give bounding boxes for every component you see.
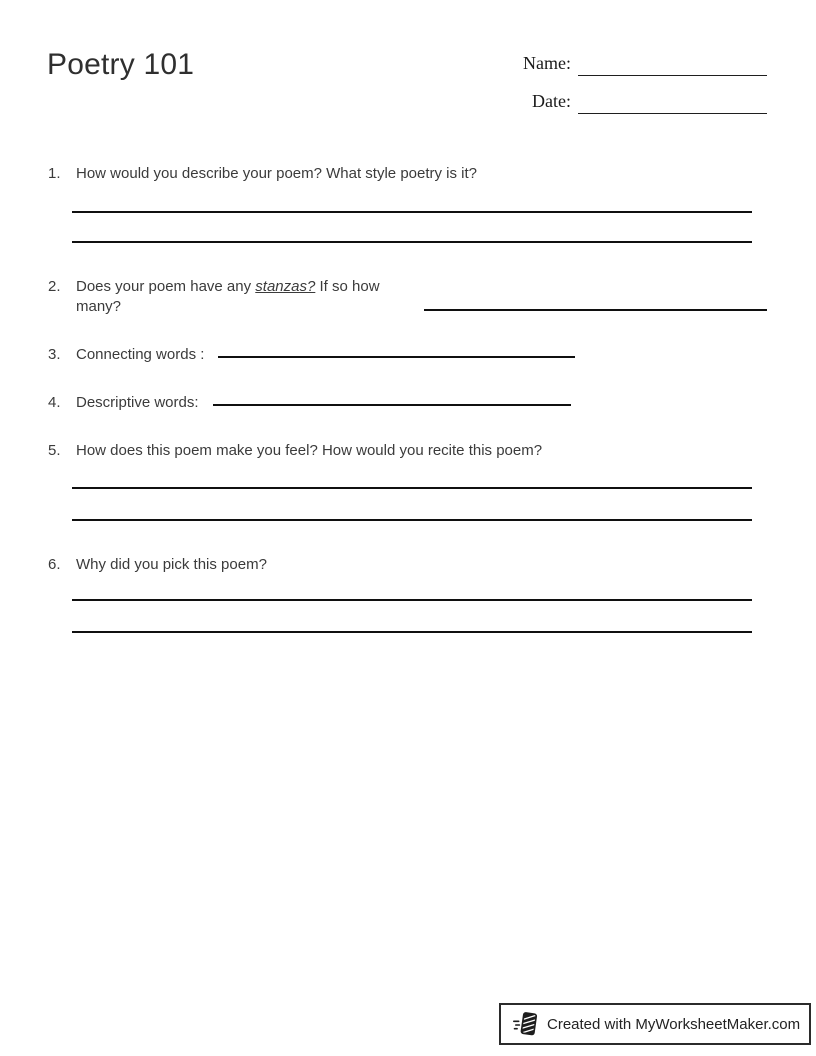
- question-6-answer-line-1: [72, 599, 752, 601]
- footer-credit-badge: [499, 1003, 811, 1045]
- question-1-answer-line-2: [72, 241, 752, 243]
- question-1-number: 1.: [48, 165, 61, 182]
- question-4-answer-line: [213, 404, 571, 406]
- question-3-answer-line: [218, 356, 575, 358]
- question-6-text: Why did you pick this poem?: [76, 556, 267, 573]
- question-2-text-pre: Does your poem have any: [76, 278, 256, 295]
- question-2: [48, 277, 398, 317]
- name-blank-line: [578, 75, 767, 76]
- question-4: [48, 393, 199, 413]
- question-5-answer-line-2: [72, 519, 752, 521]
- question-2-number: 2.: [48, 278, 61, 295]
- question-6-answer-line-2: [72, 631, 752, 633]
- worksheet-maker-logo-icon: [513, 1011, 538, 1037]
- question-1-text: How would you describe your poem? What style poetry is it?: [76, 165, 478, 182]
- question-5-answer-line-1: [72, 487, 752, 489]
- question-2-text: [76, 277, 398, 317]
- question-3: [48, 345, 204, 365]
- question-1: [48, 164, 477, 184]
- footer-credit-text: Created with MyWorksheetMaker.com: [547, 1015, 801, 1033]
- question-2-answer-line: [424, 309, 767, 311]
- question-3-number: 3.: [48, 346, 61, 363]
- date-field-label: Date:: [532, 91, 571, 111]
- question-5: [48, 441, 542, 461]
- question-1-answer-line-1: [72, 211, 752, 213]
- question-3-text: Connecting words :: [76, 346, 205, 363]
- name-field-label: Name:: [523, 53, 571, 73]
- question-4-text: Descriptive words:: [76, 394, 199, 411]
- question-2-text-emphasis: stanzas?: [255, 278, 316, 295]
- page-title: Poetry 101: [47, 48, 195, 81]
- question-2-text-post: If so how many?: [76, 278, 380, 315]
- question-6: [48, 555, 267, 575]
- date-blank-line: [578, 113, 767, 114]
- question-5-number: 5.: [48, 442, 61, 459]
- question-5-text: How does this poem make you feel? How would you recite this poem?: [76, 442, 543, 459]
- question-4-number: 4.: [48, 394, 61, 411]
- question-6-number: 6.: [48, 556, 61, 573]
